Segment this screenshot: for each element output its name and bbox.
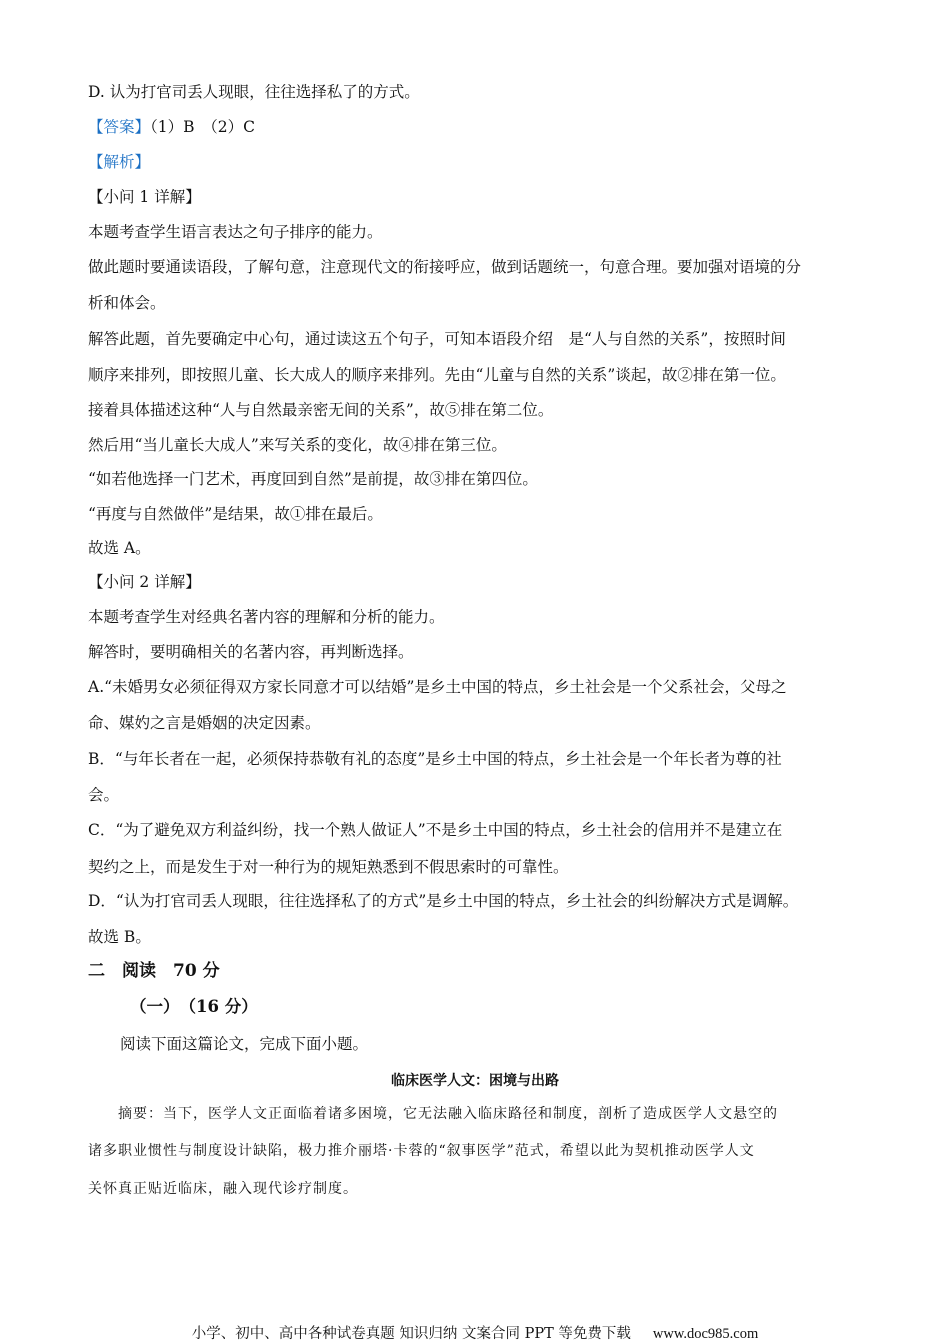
q1-header: 【小问 1 详解】 [88,188,201,206]
q2-paragraph-line: 本题考查学生对经典名著内容的理解和分析的能力。 [88,608,445,626]
q2-paragraph-line: C．“为了避免双方利益纠纷，找一个熟人做证人”不是乡土中国的特点，乡土社会的信用并不是建立在 [88,821,783,839]
q1-paragraph-line: 解答此题，首先要确定中心句，通过读这五个句子，可知本语段介绍 是“人与自然的关系”，按照时间 [88,330,786,348]
q1-paragraph-line: 做此题时要通读语段，了解句意，注意现代文的衔接呼应，做到话题统一，句意合理。要加强对语境的分 [88,258,802,276]
q2-paragraph-line: 命、媒妁之言是婚姻的决定因素。 [88,714,321,732]
q2-paragraph-line: 解答时，要明确相关的名著内容，再判断选择。 [88,643,414,661]
answer-line [88,117,255,137]
q1-paragraph-line: 本题考查学生语言表达之句子排序的能力。 [88,223,383,241]
footer-url[interactable]: www.doc985.com [652,1326,759,1342]
q1-paragraph-line: “如若他选择一门艺术，再度回到自然”是前提，故③排在第四位。 [88,470,538,488]
option-d-line: D. 认为打官司丢人现眼，往往选择私了的方式。 [88,83,420,101]
section-heading: 二 阅读 70 分 [88,961,220,981]
q2-paragraph-line: D．“认为打官司丢人现眼，往往选择私了的方式”是乡土中国的特点，乡土社会的纠纷解决方式是调解。 [88,892,799,910]
article-title: 临床医学人文：困境与出路 [391,1073,559,1089]
q2-conclusion: 故选 B。 [88,928,151,946]
part-heading: （一） （16 分） [130,997,258,1016]
q2-header: 【小问 2 详解】 [88,573,201,591]
q1-paragraph-line: 析和体会。 [88,294,166,312]
q2-paragraph-line: B．“与年长者在一起，必须保持恭敬有礼的态度”是乡土中国的特点，乡土社会是一个年长者为尊的社 [88,750,782,768]
answer-label: 【答案】 [88,118,151,136]
q2-paragraph-line: A.“未婚男女必须征得双方家长同意才可以结婚”是乡土中国的特点，乡土社会是一个父系社会，父母之 [88,678,787,696]
q2-paragraph-line: 契约之上，而是发生于对一种行为的规矩熟悉到不假思索时的可靠性。 [88,858,569,876]
instruction-text: 阅读下面这篇论文，完成下面小题。 [120,1035,369,1053]
q2-paragraph-line: 会。 [88,786,120,804]
abstract-line: 摘要：当下，医学人文正面临着诸多困境，它无法融入临床路径和制度，剖析了造成医学人文悬空的 [118,1106,778,1122]
q1-paragraph-line: 然后用“当儿童长大成人”来写关系的变化，故④排在第三位。 [88,436,507,454]
answer-value: （1）B （2）C [150,118,255,136]
footer-text: 小学、初中、高中各种试卷真题 知识归纳 文案合同 PPT 等免费下载 [191,1326,631,1342]
q1-conclusion: 故选 A。 [88,539,151,557]
q1-paragraph-line: 接着具体描述这种“人与自然最亲密无间的关系”，故⑤排在第二位。 [88,401,554,419]
analysis-label: 【解析】 [88,153,151,171]
q1-paragraph-line: 顺序来排列，即按照儿童、长大成人的顺序来排列。先由“儿童与自然的关系”谈起，故②排在第一位。 [88,366,786,384]
abstract-line: 诸多职业惯性与制度设计缺陷，极力推介丽塔·卡蓉的“叙事医学”范式，希望以此为契机推动医学人文 [88,1143,755,1159]
q1-paragraph-line: “再度与自然做伴”是结果，故①排在最后。 [88,505,383,523]
abstract-line: 关怀真正贴近临床，融入现代诊疗制度。 [88,1181,358,1197]
page-footer [0,1322,950,1343]
